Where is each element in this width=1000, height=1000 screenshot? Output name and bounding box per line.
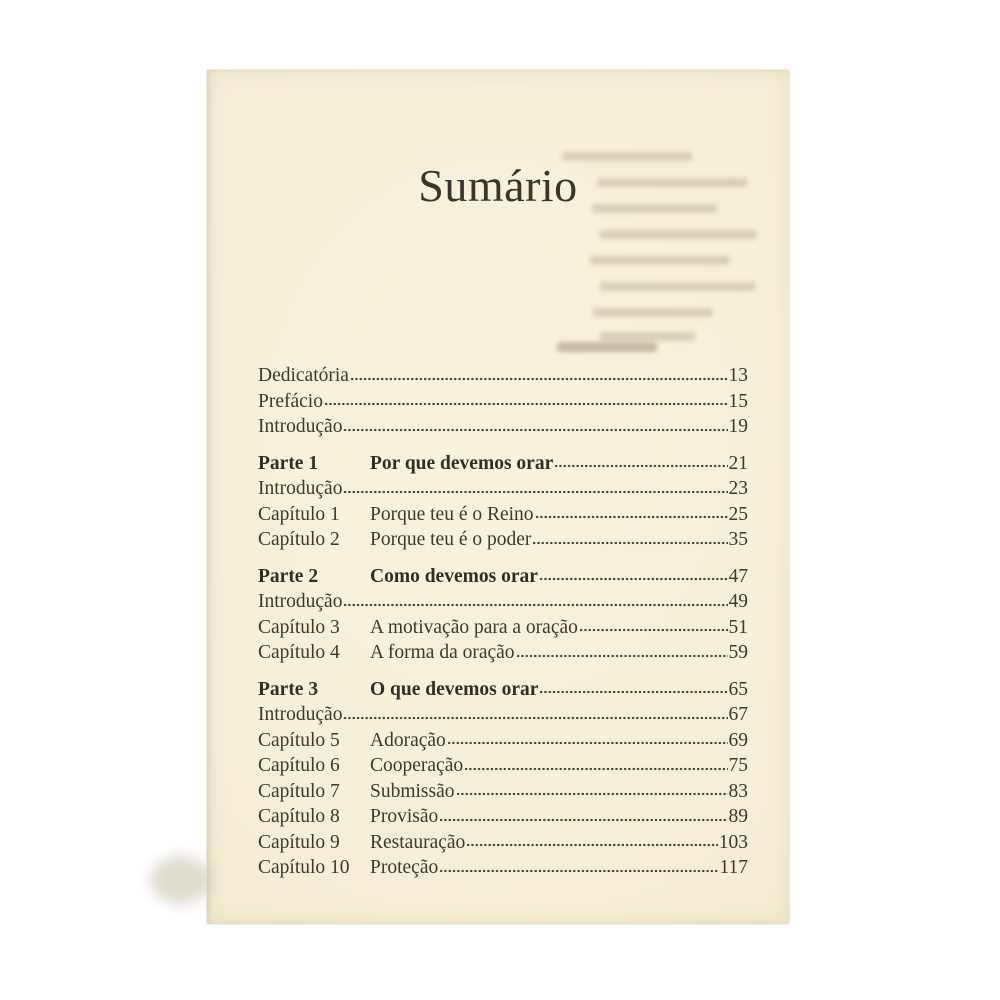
dot-leader: [350, 367, 728, 381]
toc-row-part: [258, 451, 748, 477]
toc-chapter-label: Capítulo 5: [258, 729, 340, 751]
toc-entry-label: Introdução: [258, 591, 343, 612]
dot-leader: [466, 834, 717, 848]
toc-row-chapter: [258, 830, 748, 856]
toc-page-number: 15: [728, 390, 748, 412]
toc-row: [258, 476, 748, 502]
dot-leader: [464, 757, 727, 771]
bleedthrough-line: [599, 230, 757, 239]
dot-leader: [539, 568, 728, 582]
bleedthrough-line: [600, 282, 755, 291]
toc-page-number: 117: [719, 857, 748, 878]
toc-chapter-label: Capítulo 7: [258, 780, 340, 802]
toc-part-label: Parte 1: [258, 452, 319, 474]
dot-leader: [324, 393, 728, 407]
dot-leader: [579, 619, 728, 633]
dot-leader: [532, 531, 727, 545]
toc-page-number: 35: [728, 529, 748, 550]
toc-page-number: 89: [728, 806, 748, 827]
bleedthrough-line: [593, 308, 713, 317]
toc-part-title: Como devemos orar: [370, 565, 538, 587]
toc-page-number: 75: [728, 755, 748, 776]
toc-row-chapter: [258, 753, 748, 779]
toc-chapter-label: Capítulo 2: [258, 529, 340, 550]
toc-entry-label: Dedicatória: [258, 365, 349, 386]
toc-entry-label: Introdução: [258, 704, 343, 725]
toc-page-number: 51: [728, 616, 748, 638]
toc-page-number: 25: [728, 503, 748, 525]
toc-row-chapter: [258, 728, 748, 754]
toc-row: [258, 363, 748, 389]
dot-leader: [535, 506, 728, 520]
toc-page-number: 21: [728, 452, 748, 474]
dot-leader: [456, 783, 728, 797]
toc-chapter-title: Cooperação: [370, 755, 464, 776]
toc-part-label: Parte 2: [258, 565, 319, 587]
toc-row: [258, 589, 748, 615]
toc-entry-label: Introdução: [258, 416, 343, 437]
toc-chapter-title: Proteção: [370, 857, 439, 878]
toc-row: [258, 414, 748, 440]
toc-entry-label: Introdução: [258, 478, 343, 499]
toc-part-title: O que devemos orar: [370, 678, 539, 700]
dot-leader: [343, 418, 727, 432]
dot-leader: [343, 706, 727, 720]
dot-leader: [343, 480, 727, 494]
toc-page-number: 69: [728, 729, 748, 751]
dot-leader: [439, 859, 718, 873]
toc-row-chapter: [258, 615, 748, 641]
toc-chapter-title: Porque teu é o Reino: [370, 503, 534, 525]
toc-page-number: 19: [728, 416, 748, 437]
toc-row-chapter: [258, 502, 748, 528]
dot-leader: [516, 644, 728, 658]
toc-part-label: Parte 3: [258, 678, 319, 700]
toc-chapter-label: Capítulo 1: [258, 503, 340, 525]
dot-leader: [439, 808, 727, 822]
toc-chapter-title: Provisão: [370, 806, 439, 827]
table-of-contents: [258, 363, 748, 881]
toc-row-chapter: [258, 779, 748, 805]
dot-leader: [343, 593, 727, 607]
toc-chapter-label: Capítulo 4: [258, 642, 340, 663]
bleedthrough-line: [590, 256, 730, 265]
page-title: Sumário: [418, 160, 578, 211]
toc-row-chapter: [258, 855, 748, 881]
toc-page-number: 49: [728, 591, 748, 612]
bleedthrough-line: [600, 332, 695, 341]
toc-page-number: 59: [728, 642, 748, 663]
dot-leader: [447, 732, 728, 746]
toc-page-number: 103: [718, 831, 748, 853]
toc-page-number: 83: [728, 780, 748, 802]
toc-page-number: 47: [728, 565, 748, 587]
toc-row-part: [258, 677, 748, 703]
toc-row-chapter: [258, 527, 748, 553]
toc-chapter-label: Capítulo 8: [258, 806, 340, 827]
toc-chapter-label: Capítulo 6: [258, 755, 340, 776]
toc-chapter-title: Submissão: [370, 780, 455, 802]
toc-chapter-title: Porque teu é o poder: [370, 529, 532, 550]
toc-page-number: 67: [728, 704, 748, 725]
toc-row-chapter: [258, 640, 748, 666]
toc-page-number: 65: [728, 678, 748, 700]
toc-chapter-label: Capítulo 9: [258, 831, 340, 853]
toc-row-chapter: [258, 804, 748, 830]
photo-shadow: [150, 856, 212, 904]
book-page: [207, 70, 789, 924]
toc-chapter-title: A forma da oração: [370, 642, 515, 663]
dot-leader: [539, 681, 727, 695]
toc-page-number: 13: [728, 365, 748, 386]
toc-entry-label: Prefácio: [258, 390, 323, 412]
dot-leader: [554, 455, 727, 469]
toc-row: [258, 389, 748, 415]
toc-chapter-label: Capítulo 3: [258, 616, 340, 638]
toc-part-title: Por que devemos orar: [370, 452, 554, 474]
toc-row-part: [258, 564, 748, 590]
toc-row: [258, 702, 748, 728]
toc-chapter-label: Capítulo 10: [258, 857, 350, 878]
toc-page-number: 23: [728, 478, 748, 499]
toc-chapter-title: Adoração: [370, 729, 446, 751]
toc-chapter-title: Restauração: [370, 831, 466, 853]
toc-chapter-title: A motivação para a oração: [370, 616, 578, 638]
bleedthrough-line: [557, 342, 657, 352]
